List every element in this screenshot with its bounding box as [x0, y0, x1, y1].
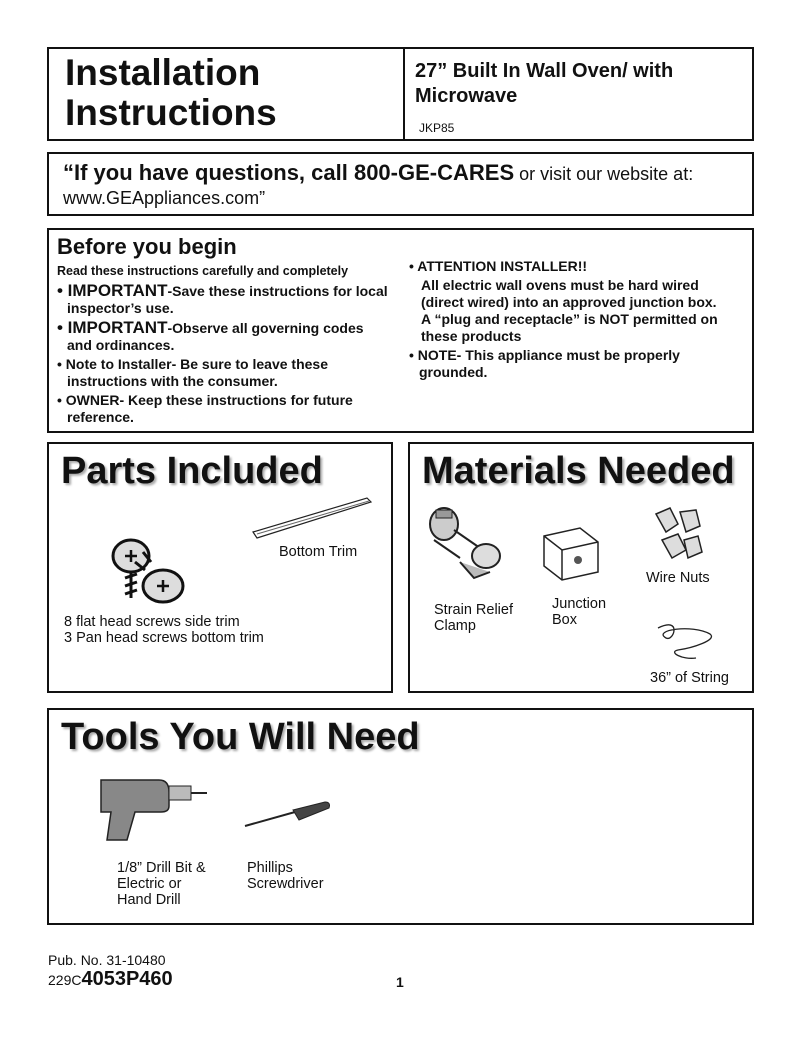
- model-number: JKP85: [419, 121, 455, 135]
- document-title: [65, 53, 277, 133]
- header-divider: [403, 49, 405, 139]
- string-label: 36” of String: [650, 670, 729, 686]
- pub-number: Pub. No. 31-10480: [48, 952, 166, 968]
- list-item: • IMPORTANT-Save these instructions for local inspector’s use.: [57, 281, 388, 316]
- before-subheading: Read these instructions carefully and completely: [57, 264, 349, 278]
- parts-included-box: [47, 442, 393, 693]
- before-right-list: [409, 258, 729, 383]
- product-line-1: 27” Built In Wall Oven/ with: [415, 60, 674, 82]
- screwdriver-label: Phillips Screwdriver: [247, 860, 324, 892]
- part-number: 229C4053P460: [48, 968, 173, 990]
- drill-label: 1/8” Drill Bit & Electric or Hand Drill: [117, 860, 206, 908]
- title-line-2: Instructions: [65, 92, 277, 133]
- junction-box-icon: [538, 520, 604, 582]
- materials-needed-box: [408, 442, 754, 693]
- bottom-trim-label: Bottom Trim: [279, 544, 358, 560]
- screws-icon: [103, 532, 195, 612]
- junction-box-label: Junction Box: [552, 596, 607, 628]
- wire-nuts-icon: [650, 504, 710, 566]
- before-you-begin-box: [47, 228, 754, 433]
- strain-relief-label: Strain Relief Clamp: [434, 602, 513, 634]
- list-item: All electric wall ovens must be hard wired (direct wired) into an approved junction box. A “plug and receptacle” is NOT permitted on these products: [421, 277, 718, 344]
- contact-box: [47, 152, 754, 216]
- contact-phone: “If you have questions, call 800-GE-CARES: [63, 160, 515, 185]
- bottom-trim-icon: [249, 492, 379, 542]
- screwdriver-icon: [241, 798, 333, 832]
- list-item: • ATTENTION INSTALLER!!: [409, 258, 588, 274]
- product-line-2: Microwave: [415, 85, 518, 107]
- list-item: • IMPORTANT-Observe all governing codes and ordinances.: [57, 318, 364, 353]
- tools-box: [47, 708, 754, 925]
- list-item: • NOTE- This appliance must be properly grounded.: [409, 347, 680, 380]
- contact-rest: or visit our website at:: [514, 164, 694, 184]
- list-item: • OWNER- Keep these instructions for future reference.: [57, 392, 353, 425]
- materials-title: Materials Needed: [422, 450, 735, 492]
- title-line-1: Installation: [65, 52, 261, 93]
- electric-drill-icon: [97, 772, 209, 844]
- before-heading: Before you begin: [57, 234, 237, 259]
- page-number: 1: [396, 974, 404, 990]
- tools-title: Tools You Will Need: [61, 716, 420, 758]
- website-link: www.GEAppliances.com”: [63, 188, 266, 208]
- string-icon: [652, 620, 718, 664]
- strain-relief-clamp-icon: [420, 500, 512, 590]
- list-item: • Note to Installer- Be sure to leave these instructions with the consumer.: [57, 356, 328, 389]
- product-title: [415, 59, 735, 109]
- before-left-list: [57, 282, 389, 428]
- parts-title: Parts Included: [61, 450, 323, 492]
- screws-label: 8 flat head screws side trim 3 Pan head screws bottom trim: [64, 614, 264, 646]
- wire-nuts-label: Wire Nuts: [646, 570, 710, 586]
- header-box: [47, 47, 754, 141]
- contact-line: [63, 160, 693, 186]
